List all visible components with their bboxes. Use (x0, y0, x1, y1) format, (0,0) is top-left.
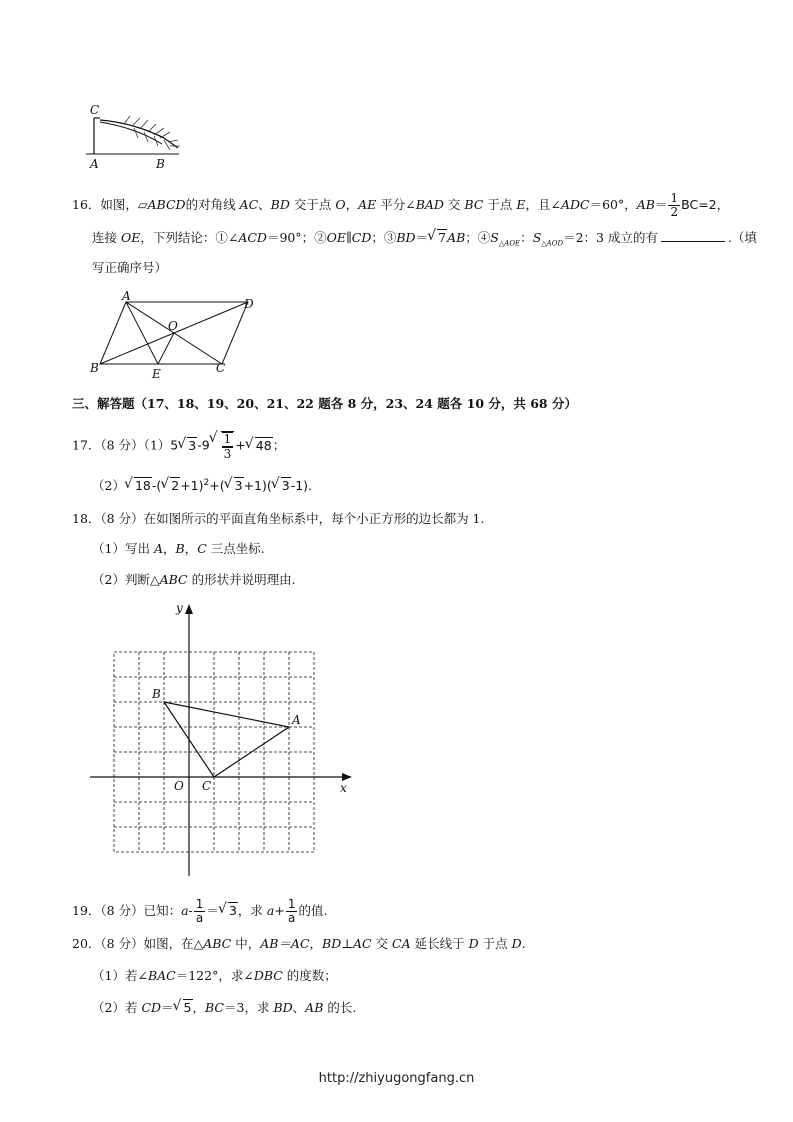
q18-line2: （1）写出 A，B，C 三点坐标. (92, 541, 265, 556)
fig16-label-a: A (122, 289, 131, 303)
q20-line2: （1）若∠BAC＝122°，求∠DBC 的度数； (92, 968, 337, 983)
q17-line2: （2）√ 18-(√ 2+1)$^2$+(√ 3+1)(√ 3-1). (92, 474, 312, 495)
fig16-label-e: E (152, 367, 161, 381)
q17-line1: 17．（8 分）（1）5√ 3-9 √ $\frac{1}{3}$ +√ 48； (72, 431, 285, 461)
axis-label-x: x (340, 781, 347, 795)
q15-label-b: B (156, 157, 165, 171)
answer-blank[interactable] (661, 229, 725, 242)
section-3-heading: 三、解答题（17、18、19、20、21、22 题各 8 分，23、24 题各 10 分，共 68 分） (72, 396, 577, 411)
q15-tree-figure (84, 100, 194, 172)
q16-fraction: $\frac{1}{2}$ (670, 191, 679, 219)
sqrt-7: √ 7 (428, 229, 447, 247)
q19-line: 19．（8 分）已知：a- $\frac{1}{a}$ ＝√ 3，求 a+ $\frac{1}{a}$ 的值. (72, 898, 327, 925)
origin-label-o: O (174, 779, 184, 793)
q20-line1: 20．（8 分）如图，在△ABC 中，AB＝AC，BD⊥AC 交 CA 延长线于 D 于点 D. (72, 936, 526, 951)
axis-label-y: y (176, 601, 183, 615)
q18-line1: 18．（8 分）在如图所示的平面直角坐标系中，每个小正方形的边长都为 1. (72, 511, 485, 526)
q18-line3: （2）判断△ABC 的形状并说明理由. (92, 572, 296, 587)
q16-line2: 连接 OE，下列结论：①∠ACD＝90°；②OE∥CD；③BD＝√ 7AB；$④S_{\triangle AOE}$：$S_{\triangle AOD}=2$：3 成立的有 .（填 (92, 229, 757, 253)
q16-parallelogram-figure (86, 288, 266, 384)
footer-url[interactable]: http://zhiyugongfang.cn (318, 1071, 475, 1086)
q20-line3: （2）若 CD＝√ 5，BC＝3，求 BD、AB 的长. (92, 999, 356, 1017)
point-label-a: A (292, 713, 301, 727)
q15-label-a: A (90, 157, 99, 171)
point-label-c: C (202, 779, 212, 793)
fig16-label-c: C (216, 361, 226, 375)
fig16-label-b: B (90, 361, 99, 375)
q18-coordinate-grid (86, 600, 356, 880)
fig16-label-d: D (244, 297, 254, 311)
q16-line1: 16．如图，▱ABCD的对角线 AC、BD 交于点 O，AE 平分∠BAD 交 BC 于点 E，且∠ADC＝60°，AB＝ $\frac{1}{2}$ BC=2， (72, 191, 730, 219)
point-label-b: B (152, 687, 161, 701)
fig16-label-o: O (168, 319, 178, 333)
q15-label-c: C (90, 103, 100, 117)
q16-line3: 写正确序号） (92, 260, 168, 275)
